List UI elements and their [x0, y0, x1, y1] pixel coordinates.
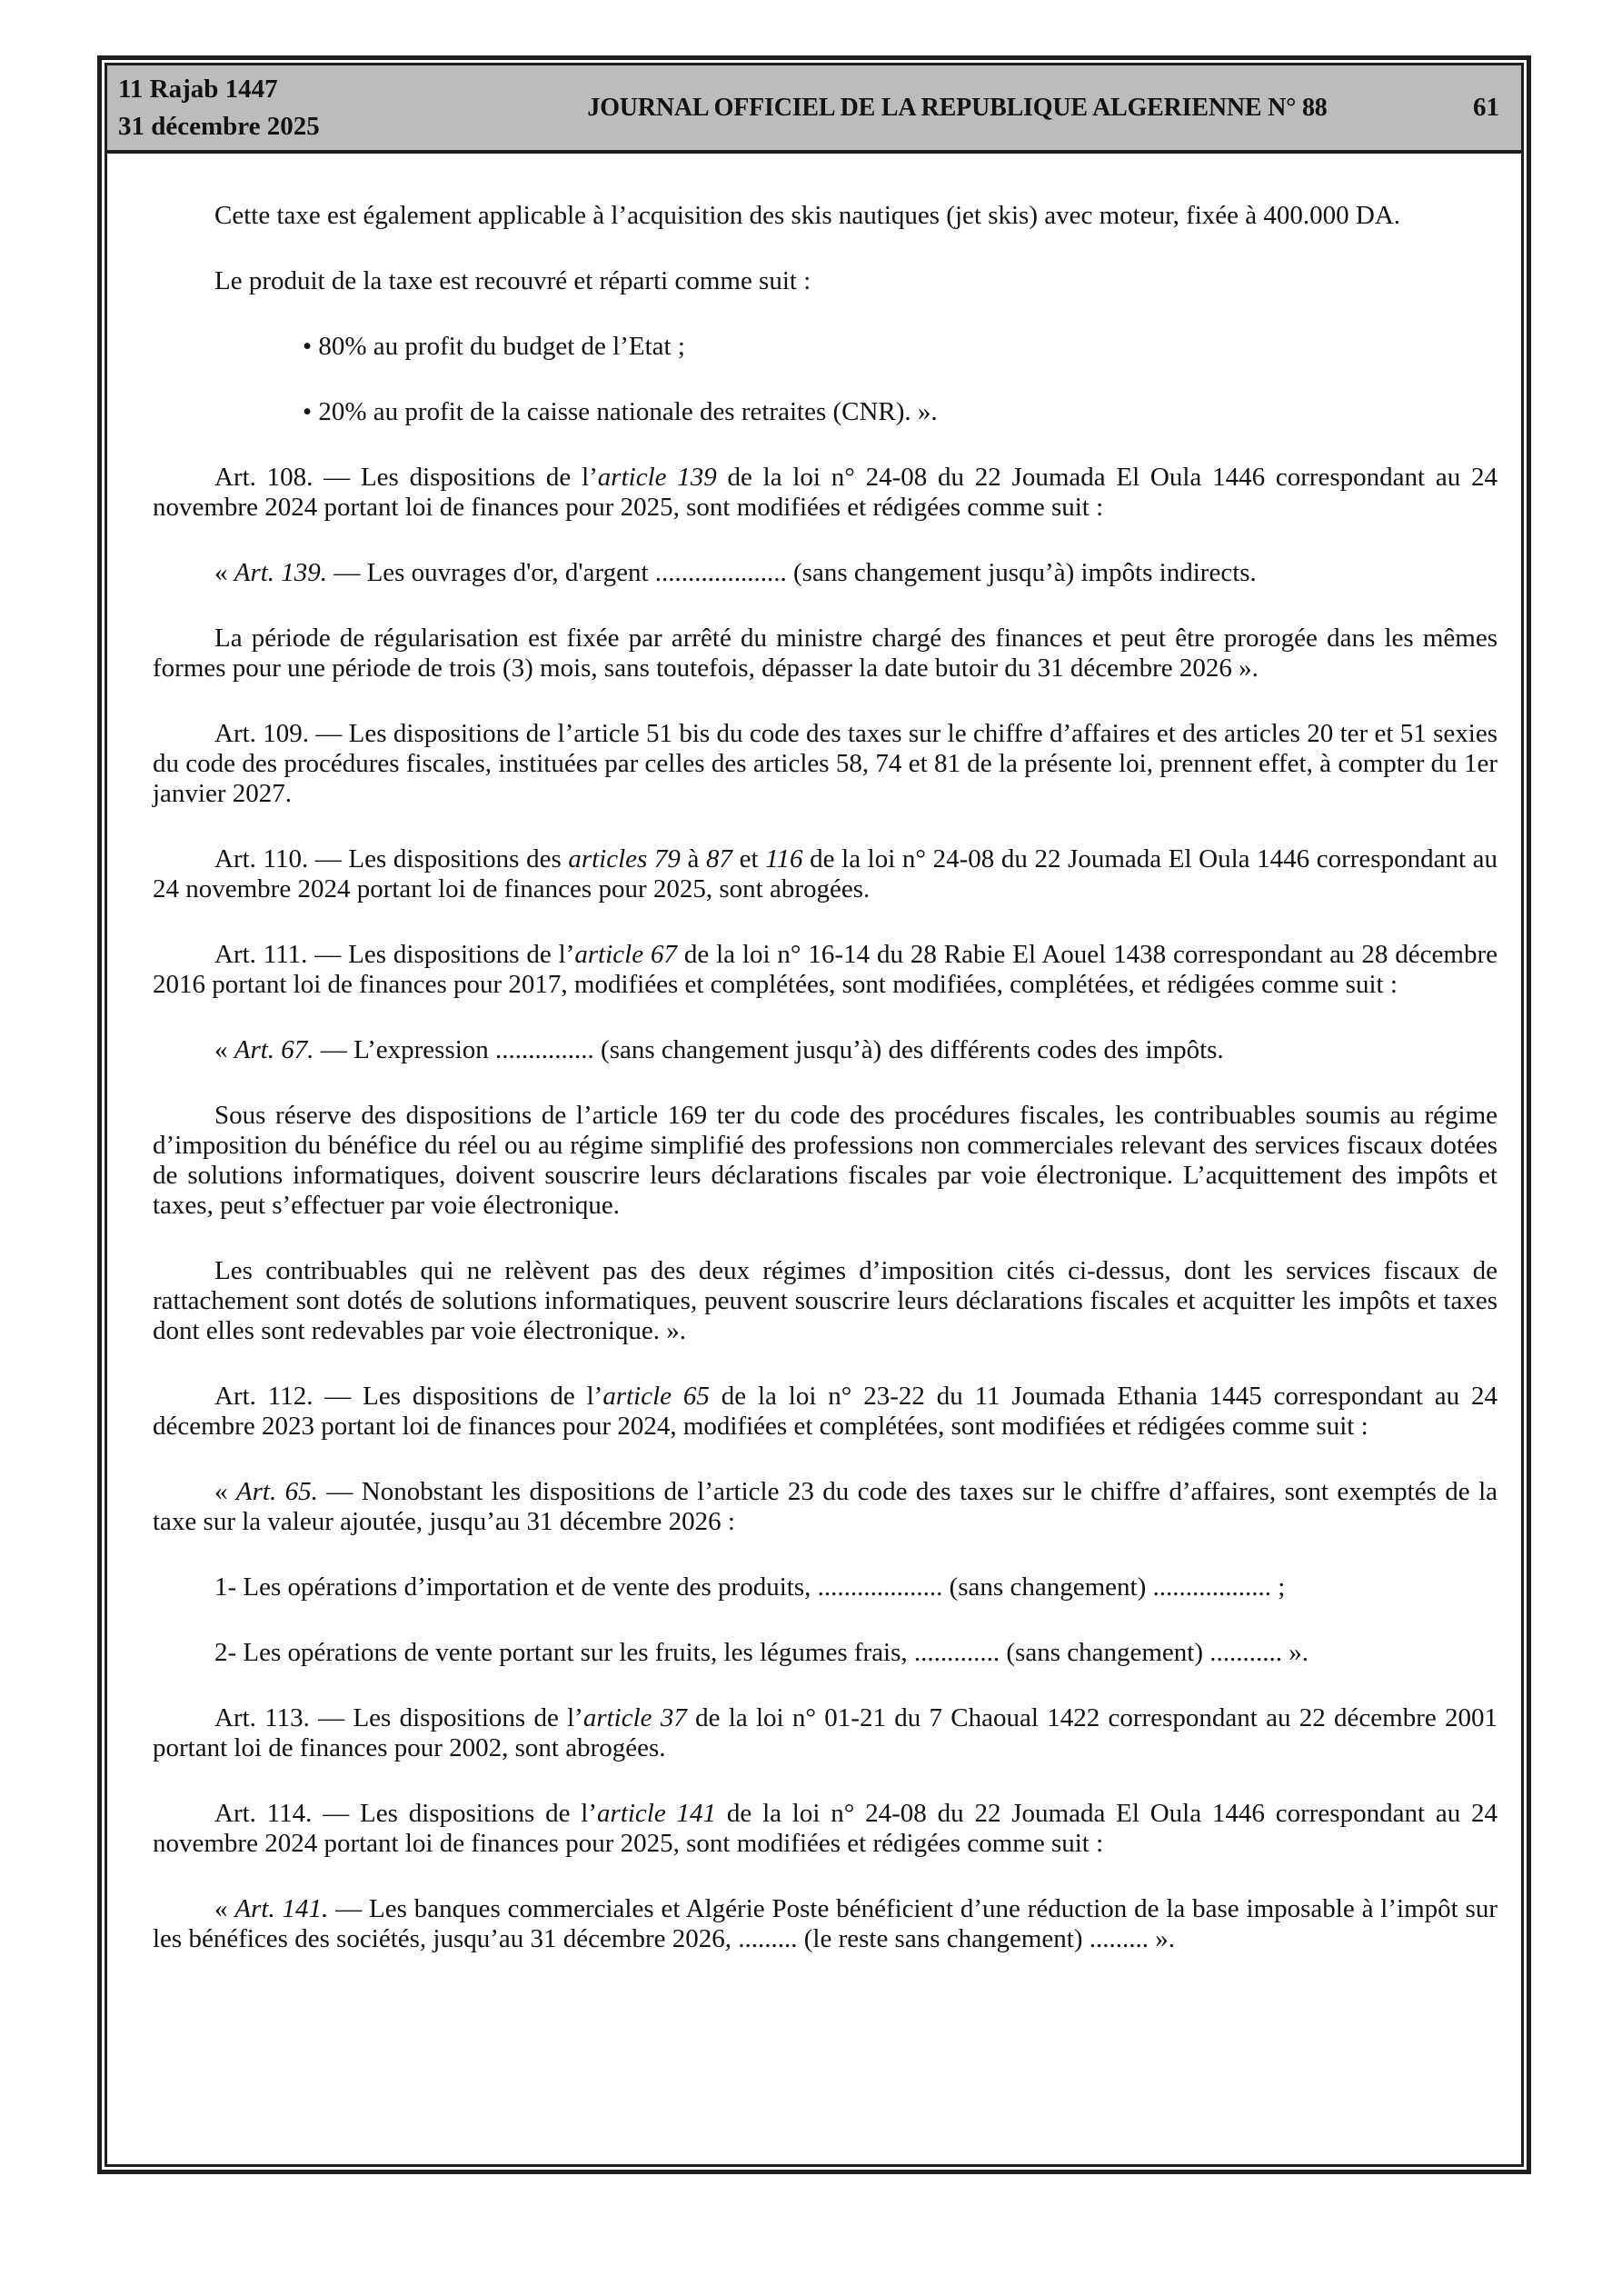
hijri-date: 11 Rajab 1447: [118, 74, 278, 104]
paragraph: [153, 1477, 1498, 1537]
text-run: Art. 108. — Les dispositions de l’: [214, 463, 598, 492]
text-run: de la loi n° 23-22 du 11 Joumada Ethania 1445 correspondant au 24 décembre 2023 portant loi de finances pour 2024, modifiées et complétées, sont modifiées et rédigées comme suit :: [153, 1382, 1498, 1441]
text-run: La période de régularisation est fixée par arrêté du ministre chargé des finances et peut être prorogée dans les mêmes formes pour une période de trois (3) mois, sans toutefois, dépasser la date butoir du 31 décembre 2026 ».: [153, 624, 1498, 683]
text-run: Art. 110. — Les dispositions des: [214, 844, 569, 873]
paragraph: [153, 1638, 1498, 1668]
text-run: — Les banques commerciales et Algérie Poste bénéficient d’une réduction de la base imposable à l’impôt sur les bénéfices des sociétés, jusqu’au 31 décembre 2026, ......... (le reste sans changement) ......... ».: [153, 1894, 1498, 1953]
gregorian-date: 31 décembre 2025: [118, 111, 320, 141]
text-run: «: [214, 1477, 236, 1506]
paragraph: [153, 397, 1498, 427]
text-run: — Nonobstant les dispositions de l’article 23 du code des taxes sur le chiffre d’affaires, sont exemptés de la taxe sur la valeur ajoutée, jusqu’au 31 décembre 2026 :: [153, 1477, 1498, 1536]
text-run: de la loi n° 24-08 du 22 Joumada El Oula 1446 correspondant au 24 novembre 2024 portant loi de finances pour 2025, sont abrogées.: [153, 844, 1498, 903]
italic-text-run: 116: [765, 844, 803, 873]
header-dates: [118, 71, 453, 145]
paragraph: [153, 1035, 1498, 1065]
paragraph: [153, 463, 1498, 523]
paragraph: [153, 1703, 1498, 1763]
italic-text-run: Art. 65.: [235, 1477, 318, 1506]
text-run: — Les ouvrages d'or, d'argent .................... (sans changement jusqu’à) impôts indirects.: [327, 558, 1257, 587]
text-run: • 20% au profit de la caisse nationale des retraites (CNR). ».: [303, 397, 938, 426]
paragraph: [153, 558, 1498, 588]
paragraph: [153, 1572, 1498, 1602]
italic-text-run: article 139: [597, 463, 717, 492]
page-header: [107, 65, 1521, 154]
paragraph: [153, 1894, 1498, 1954]
paragraph: [153, 1256, 1498, 1346]
text-run: • 80% au profit du budget de l’Etat ;: [303, 332, 685, 361]
text-run: Sous réserve des dispositions de l’article 169 ter du code des procédures fiscales, les contribuables soumis au régime d’imposition du bénéfice du réel ou au régime simplifié des professions non commerciales relevant des services fiscaux dotées de solutions informatiques, doivent souscrire leurs déclarations fiscales par voie électronique. L’acquittement des impôts et taxes, peut s’effectuer par voie électronique.: [153, 1101, 1498, 1220]
text-run: — L’expression ............... (sans changement jusqu’à) des différents codes des impôts.: [313, 1035, 1224, 1064]
text-run: Art. 109. — Les dispositions de l’article 51 bis du code des taxes sur le chiffre d’affaires et des articles 20 ter et 51 sexies du code des procédures fiscales, instituées par celles des articles 58, 74 et 81 de la présente loi, prennent effet, à compter du 1er janvier 2027.: [153, 719, 1498, 808]
italic-text-run: article 37: [582, 1703, 687, 1732]
text-run: et: [732, 844, 766, 873]
paragraph: [153, 1101, 1498, 1221]
italic-text-run: articles 79: [568, 844, 681, 873]
italic-text-run: 87: [706, 844, 733, 873]
paragraph: [153, 1382, 1498, 1442]
text-run: Les contribuables qui ne relèvent pas des deux régimes d’imposition cités ci-dessus, dont les services fiscaux de rattachement sont dotés de solutions informatiques, peuvent souscrire leurs déclarations fiscales et acquitter les impôts et taxes dont elles sont redevables par voie électronique. ».: [153, 1256, 1498, 1345]
text-run: de la loi n° 16-14 du 28 Rabie El Aouel 1438 correspondant au 28 décembre 2016 portant loi de finances pour 2017, modifiées et complétées, sont modifiées, complétées, et rédigées comme suit :: [153, 940, 1498, 999]
paragraph: [153, 332, 1498, 362]
italic-text-run: article 141: [597, 1799, 717, 1828]
text-run: Le produit de la taxe est recouvré et réparti comme suit :: [214, 266, 811, 295]
page-frame: [97, 55, 1531, 2174]
text-run: 2- Les opérations de vente portant sur les fruits, les légumes frais, ............. (sans changement) ........... ».: [214, 1638, 1309, 1667]
text-run: Cette taxe est également applicable à l’acquisition des skis nautiques (jet skis) avec moteur, fixée à 400.000 DA.: [214, 201, 1401, 230]
italic-text-run: article 67: [574, 940, 677, 969]
text-run: Art. 112. — Les dispositions de l’: [214, 1382, 603, 1411]
paragraph: [153, 624, 1498, 684]
journal-title: JOURNAL OFFICIEL DE LA REPUBLIQUE ALGERIENNE N° 88: [587, 93, 1328, 122]
document-body: [107, 154, 1521, 2164]
italic-text-run: article 65: [602, 1382, 710, 1411]
paragraph: [153, 940, 1498, 1000]
italic-text-run: Art. 67.: [234, 1035, 314, 1064]
paragraph: [153, 844, 1498, 904]
text-run: «: [214, 558, 234, 587]
text-run: «: [214, 1035, 234, 1064]
text-run: Art. 111. — Les dispositions de l’: [214, 940, 575, 969]
text-run: 1- Les opérations d’importation et de vente des produits, ................... (sans changement) .................. ;: [214, 1572, 1286, 1602]
text-run: de la loi n° 24-08 du 22 Joumada El Oula 1446 correspondant au 24 novembre 2024 portant loi de finances pour 2025, sont modifiées et rédigées comme suit :: [153, 1799, 1498, 1858]
paragraph: [153, 266, 1498, 296]
paragraph: [153, 1799, 1498, 1859]
page-inner-frame: [104, 63, 1524, 2167]
paragraph: [153, 201, 1498, 231]
paragraph: [153, 719, 1498, 809]
text-run: à: [680, 844, 707, 873]
text-run: de la loi n° 01-21 du 7 Chaoual 1422 correspondant au 22 décembre 2001 portant loi de finances pour 2002, sont abrogées.: [153, 1703, 1498, 1762]
text-run: «: [214, 1894, 235, 1923]
italic-text-run: Art. 141.: [234, 1894, 329, 1923]
text-run: Art. 114. — Les dispositions de l’: [214, 1799, 598, 1828]
text-run: de la loi n° 24-08 du 22 Joumada El Oula 1446 correspondant au 24 novembre 2024 portant loi de finances pour 2025, sont modifiées et rédigées comme suit :: [153, 463, 1498, 522]
text-run: Art. 113. — Les dispositions de l’: [214, 1703, 583, 1732]
page-number: 61: [1473, 93, 1499, 122]
italic-text-run: Art. 139.: [234, 558, 328, 587]
